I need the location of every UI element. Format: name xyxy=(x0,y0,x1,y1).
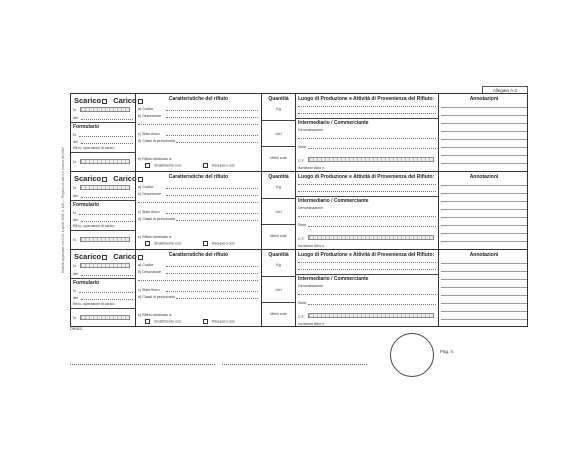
stato-fisico-label: c) Stato fisico xyxy=(138,210,160,214)
notes-line[interactable] xyxy=(441,123,527,124)
cf-label: C.F. xyxy=(298,237,305,241)
notes-line[interactable] xyxy=(441,131,527,132)
allegato-label: Allegato A-2 xyxy=(482,86,528,94)
quantity-header: Quantità xyxy=(268,174,289,180)
n-label: N. xyxy=(73,264,77,268)
del-label: del xyxy=(73,194,78,198)
formulario-n-label: N. xyxy=(73,289,77,293)
classi-field[interactable] xyxy=(176,142,258,143)
smaltimento-label xyxy=(144,319,182,324)
col-quantity xyxy=(262,250,296,326)
rif-oper-label: Rif.to. operazioni di carico xyxy=(73,224,115,228)
col-origin xyxy=(296,172,439,249)
codice-field[interactable] xyxy=(166,266,258,267)
kg-label: Kg xyxy=(276,185,281,189)
stato-fisico-field[interactable] xyxy=(166,213,258,214)
col-characteristics xyxy=(136,250,262,326)
metri-cubi-label: Metri cubi xyxy=(270,312,287,316)
col-movement xyxy=(71,172,136,249)
formulario-del-label: del xyxy=(73,218,78,222)
del-field[interactable] xyxy=(81,119,133,120)
smaltimento-text: Smaltimento cod. xyxy=(154,319,182,324)
smaltimento-checkbox[interactable] xyxy=(145,241,150,246)
divider xyxy=(296,274,439,275)
notes-line[interactable] xyxy=(441,271,527,272)
col-notes xyxy=(439,94,529,171)
iscrizione-label: Iscrizione Albo n. xyxy=(298,166,326,170)
descrizione-field-2[interactable] xyxy=(138,202,258,203)
notes-line[interactable] xyxy=(441,193,527,194)
intermediario-header: Intermediario / Commerciante xyxy=(298,198,369,204)
formulario-n-field[interactable] xyxy=(79,292,133,293)
smaltimento-checkbox[interactable] xyxy=(145,319,150,324)
n-label: N. xyxy=(73,186,77,190)
cf-field[interactable] xyxy=(308,235,434,240)
rif-n-field[interactable] xyxy=(80,159,130,164)
formulario-del-field[interactable] xyxy=(81,299,133,300)
metri-cubi-label: Metri cubi xyxy=(270,234,287,238)
col-notes xyxy=(439,250,529,326)
codice-label: a) Codice xyxy=(138,185,154,189)
recupero-text: Recupero cod. xyxy=(212,241,236,246)
side-note-text: Modello approvato con D.M. 1 aprile 1998, n. 148 — Registro di carico e scarico dei rifiuti xyxy=(61,147,65,273)
kg-label: Kg xyxy=(276,107,281,111)
denominazione-label: Denominazione xyxy=(298,128,323,132)
luogo-field-2[interactable] xyxy=(298,113,436,114)
characteristics-header: Caratteristiche del rifiuto xyxy=(168,174,229,180)
formulario-del-field[interactable] xyxy=(81,221,133,222)
col-characteristics xyxy=(136,172,262,249)
notes-line[interactable] xyxy=(441,107,527,108)
notes-header: Annotazioni xyxy=(469,96,499,102)
codice-field[interactable] xyxy=(166,188,258,189)
divider xyxy=(262,146,296,147)
divider xyxy=(71,200,136,201)
classi-label: d) Classi di pericolosità xyxy=(138,217,175,221)
sede-label: Sede xyxy=(298,223,307,227)
formulario-label: Formulario xyxy=(73,280,100,286)
sede-label: Sede xyxy=(298,301,307,305)
litri-label: Litri xyxy=(275,210,282,214)
descrizione-field-2[interactable] xyxy=(138,124,258,125)
smaltimento-label xyxy=(144,163,182,168)
scarico-label: Scarico xyxy=(74,252,102,261)
denominazione-field[interactable] xyxy=(298,294,436,295)
intermediario-header: Intermediario / Commerciante xyxy=(298,120,369,126)
col-characteristics xyxy=(136,94,262,171)
n-label: N. xyxy=(73,108,77,112)
divider xyxy=(71,278,136,279)
formulario-del-label: del xyxy=(73,140,78,144)
col-quantity xyxy=(262,94,296,171)
luogo-field-1[interactable] xyxy=(298,106,436,107)
denominazione-field[interactable] xyxy=(298,216,436,217)
register-entry-3 xyxy=(70,249,528,327)
descrizione-field[interactable] xyxy=(166,195,258,196)
rif-n-field[interactable] xyxy=(80,315,130,320)
del-field[interactable] xyxy=(81,275,133,276)
smaltimento-label xyxy=(144,241,182,246)
destinato-label: e) Rifiuto destinato a: xyxy=(138,157,172,161)
formulario-del-field[interactable] xyxy=(81,143,133,144)
luogo-field-2[interactable] xyxy=(298,269,436,270)
descrizione-label: b) Descrizione xyxy=(138,270,161,274)
divider xyxy=(262,224,296,225)
stato-fisico-field[interactable] xyxy=(166,135,258,136)
sede-label: Sede xyxy=(298,145,307,149)
rif-n-label: N. xyxy=(73,160,77,164)
divider xyxy=(71,152,136,153)
classi-field[interactable] xyxy=(176,220,258,221)
notes-line[interactable] xyxy=(441,233,527,234)
divider xyxy=(71,230,136,231)
notes-line[interactable] xyxy=(441,279,527,280)
page-number-label: Pag. n. xyxy=(440,349,455,354)
rif-oper-label: Rif.to. operazioni di carico xyxy=(73,146,115,150)
recupero-checkbox[interactable] xyxy=(203,163,208,168)
classi-label: d) Classi di pericolosità xyxy=(138,139,175,143)
sede-field[interactable] xyxy=(308,148,436,149)
smaltimento-checkbox[interactable] xyxy=(145,163,150,168)
formulario-del-label: del xyxy=(73,296,78,300)
luogo-header: Luogo di Produzione e Attività di Provenienza del Rifiuto: xyxy=(298,96,435,102)
del-label: del xyxy=(73,272,78,276)
descrizione-field[interactable] xyxy=(166,273,258,274)
divider xyxy=(296,196,439,197)
denominazione-field[interactable] xyxy=(298,138,436,139)
scarico-label: Scarico xyxy=(74,174,102,183)
destinato-label: e) Rifiuto destinato a: xyxy=(138,235,172,239)
recupero-label xyxy=(202,319,235,324)
luogo-header: Luogo di Produzione e Attività di Provenienza del Rifiuto: xyxy=(298,174,435,180)
notes-line[interactable] xyxy=(441,147,527,148)
denominazione-label: Denominazione xyxy=(298,284,323,288)
recupero-checkbox[interactable] xyxy=(203,319,208,324)
col-movement xyxy=(71,94,136,171)
notes-line[interactable] xyxy=(441,263,527,264)
rif-n-field[interactable] xyxy=(80,237,130,242)
recupero-label xyxy=(202,241,235,246)
characteristics-header: Caratteristiche del rifiuto xyxy=(168,252,229,258)
notes-line[interactable] xyxy=(441,303,527,304)
smaltimento-text: Smaltimento cod. xyxy=(154,163,182,168)
formulario-n-field[interactable] xyxy=(79,136,133,137)
luogo-header: Luogo di Produzione e Attività di Provenienza del Rifiuto: xyxy=(298,252,435,258)
sede-field[interactable] xyxy=(308,304,436,305)
codice-field[interactable] xyxy=(166,110,258,111)
rif-n-label: N. xyxy=(73,238,77,242)
side-note xyxy=(58,95,68,325)
notes-header: Annotazioni xyxy=(469,174,499,180)
carico-label: Carico xyxy=(113,252,137,261)
formulario-n-field[interactable] xyxy=(79,214,133,215)
iscrizione-label: Iscrizione Albo n. xyxy=(298,322,326,326)
recupero-text: Recupero cod. xyxy=(212,319,236,324)
scarico-checkbox[interactable] xyxy=(102,255,107,260)
divider xyxy=(262,276,296,277)
smaltimento-text: Smaltimento cod. xyxy=(154,241,182,246)
signature-line-left[interactable] xyxy=(70,364,215,365)
characteristics-header: Caratteristiche del rifiuto xyxy=(168,96,229,102)
divider xyxy=(71,308,136,309)
notes-line[interactable] xyxy=(441,241,527,242)
cf-label: C.F. xyxy=(298,315,305,319)
classi-label: d) Classi di pericolosità xyxy=(138,295,175,299)
n-field[interactable] xyxy=(80,107,130,112)
codice-label: a) Codice xyxy=(138,263,154,267)
iscrizione-label: Iscrizione Albo n. xyxy=(298,244,326,248)
cf-field[interactable] xyxy=(308,157,434,162)
luogo-field-1[interactable] xyxy=(298,184,436,185)
recupero-text: Recupero cod. xyxy=(212,163,236,168)
litri-label: Litri xyxy=(275,132,282,136)
notes-line[interactable] xyxy=(441,163,527,164)
stato-fisico-label: c) Stato fisico xyxy=(138,132,160,136)
intermediario-header: Intermediario / Commerciante xyxy=(298,276,369,282)
formulario-n-label: N. xyxy=(73,133,77,137)
notes-line[interactable] xyxy=(441,217,527,218)
classi-field[interactable] xyxy=(176,298,258,299)
scarico-checkbox[interactable] xyxy=(102,177,107,182)
register-entry-2 xyxy=(70,171,528,249)
luogo-field-2[interactable] xyxy=(298,191,436,192)
cf-field[interactable] xyxy=(308,313,434,318)
notes-line[interactable] xyxy=(441,155,527,156)
divider xyxy=(296,118,439,119)
scarico-label: Scarico xyxy=(74,96,102,105)
col-quantity xyxy=(262,172,296,249)
notes-line[interactable] xyxy=(441,209,527,210)
stato-fisico-field[interactable] xyxy=(166,291,258,292)
form-code: DR082/... xyxy=(70,327,86,331)
notes-line[interactable] xyxy=(441,225,527,226)
kg-label: Kg xyxy=(276,263,281,267)
divider xyxy=(262,120,296,121)
col-origin xyxy=(296,94,439,171)
formulario-label: Formulario xyxy=(73,202,100,208)
register-form xyxy=(70,93,528,327)
cf-label: C.F. xyxy=(298,159,305,163)
quantity-header: Quantità xyxy=(268,96,289,102)
sede-field[interactable] xyxy=(308,226,436,227)
destinato-label: e) Rifiuto destinato a: xyxy=(138,313,172,317)
stato-fisico-label: c) Stato fisico xyxy=(138,288,160,292)
scarico-checkbox[interactable] xyxy=(102,99,107,104)
metri-cubi-label: Metri cubi xyxy=(270,156,287,160)
notes-line[interactable] xyxy=(441,115,527,116)
col-notes xyxy=(439,172,529,249)
descrizione-label: b) Descrizione xyxy=(138,114,161,118)
formulario-label: Formulario xyxy=(73,124,100,130)
col-origin xyxy=(296,250,439,326)
notes-line[interactable] xyxy=(441,185,527,186)
stamp-circle xyxy=(390,333,434,377)
codice-label: a) Codice xyxy=(138,107,154,111)
descrizione-field[interactable] xyxy=(166,117,258,118)
del-label: del xyxy=(73,116,78,120)
notes-line[interactable] xyxy=(441,311,527,312)
litri-label: Litri xyxy=(275,288,282,292)
divider xyxy=(262,198,296,199)
denominazione-label: Denominazione xyxy=(298,206,323,210)
notes-line[interactable] xyxy=(441,201,527,202)
notes-line[interactable] xyxy=(441,295,527,296)
recupero-label xyxy=(202,163,235,168)
del-field[interactable] xyxy=(81,197,133,198)
rif-oper-label: Rif.to. operazioni di carico xyxy=(73,302,115,306)
luogo-field-1[interactable] xyxy=(298,262,436,263)
descrizione-label: b) Descrizione xyxy=(138,192,161,196)
divider xyxy=(262,302,296,303)
divider xyxy=(71,122,136,123)
notes-line[interactable] xyxy=(441,139,527,140)
quantity-header: Quantità xyxy=(268,252,289,258)
notes-header: Annotazioni xyxy=(469,252,499,258)
notes-line[interactable] xyxy=(441,319,527,320)
rif-n-label: N. xyxy=(73,316,77,320)
carico-label: Carico xyxy=(113,96,137,105)
descrizione-field-2[interactable] xyxy=(138,280,258,281)
notes-line[interactable] xyxy=(441,287,527,288)
register-entry-1 xyxy=(70,93,528,171)
col-movement xyxy=(71,250,136,326)
n-field[interactable] xyxy=(80,263,130,268)
signature-line-right[interactable] xyxy=(222,364,367,365)
formulario-n-label: N. xyxy=(73,211,77,215)
recupero-checkbox[interactable] xyxy=(203,241,208,246)
n-field[interactable] xyxy=(80,185,130,190)
carico-label: Carico xyxy=(113,174,137,183)
